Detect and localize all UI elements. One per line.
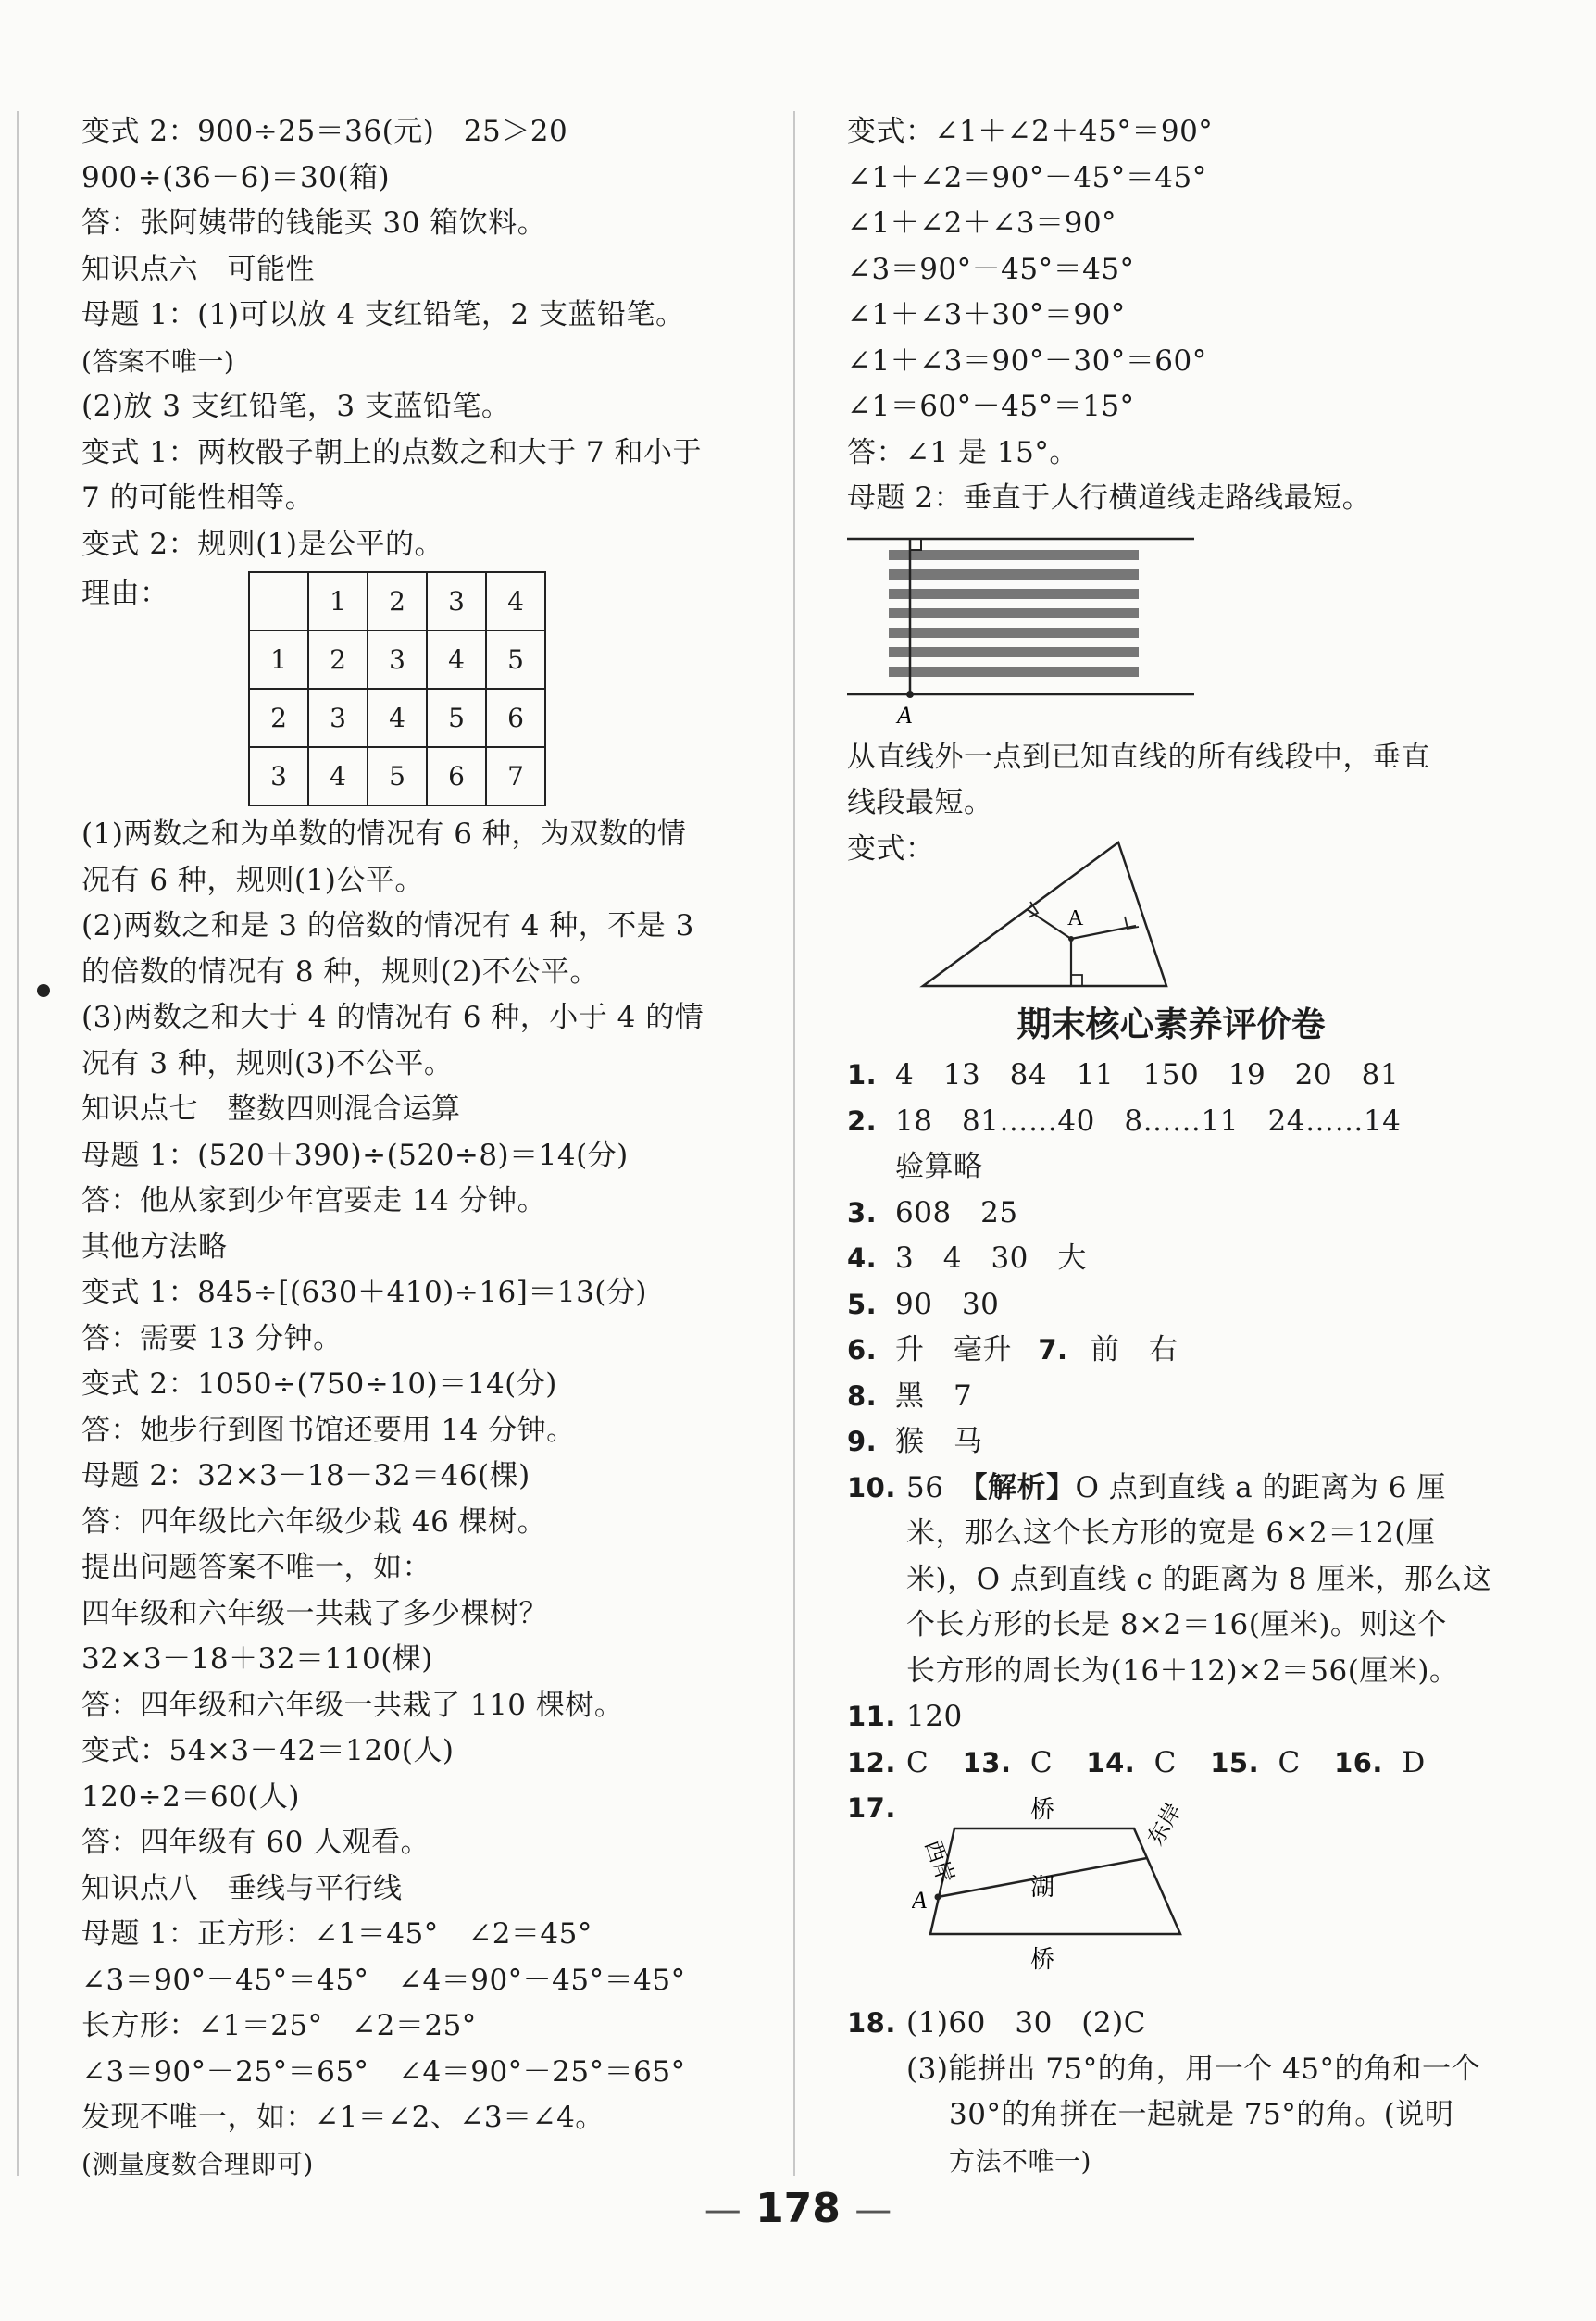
answer-line: 米)，O 点到直线 c 的距离为 8 厘米，那么这: [906, 1562, 1492, 1596]
answer-line: [847, 1191, 1495, 1237]
table-cell: 5: [486, 630, 545, 689]
text-line: 变式：: [847, 831, 935, 866]
text-line: 120÷2＝60(人): [81, 1779, 301, 1814]
analysis-tag: 【解析】: [972, 1470, 1076, 1504]
text-line: ∠1＝60°－45°＝15°: [847, 390, 1135, 423]
column-divider-left: [17, 111, 19, 2176]
text-line: ∠3＝90°－45°＝45° ∠4＝90°－45°＝45°: [81, 1963, 686, 1997]
question-number: 5.: [847, 1288, 878, 1320]
answer-text: 4 13 84 11 150 19 20 81: [895, 1058, 1400, 1092]
lake-figure: [912, 1786, 1245, 2001]
table-cell: 6: [427, 747, 486, 805]
lake-label: 湖: [1030, 1874, 1055, 1902]
answer-line: [847, 1741, 1495, 1787]
answer-text: 前 右: [1090, 1333, 1178, 1366]
answer-line: 个长方形的长是 8×2＝16(厘米)。则这个: [906, 1608, 1447, 1641]
section-heading: 知识点八 垂线与平行线: [81, 1871, 403, 1905]
answer-line: [847, 1374, 1495, 1420]
east-bank-label: 东岸: [1141, 1798, 1188, 1850]
text-line: ∠1＋∠2＝90°－45°＝45°: [847, 160, 1207, 194]
answer-line: 长方形的周长为(16＋12)×2＝56(厘米)。: [906, 1653, 1459, 1688]
table-cell: 4: [368, 689, 427, 747]
triangle-figure: [847, 835, 1495, 997]
answer-line: [847, 1328, 1495, 1374]
question-number: 6.: [847, 1334, 878, 1366]
table-cell: 2: [249, 689, 308, 747]
text-line: ∠1＋∠2＋∠3＝90°: [847, 206, 1117, 240]
answer-line: 方法不唯一): [949, 2145, 1091, 2177]
table-row: [249, 747, 545, 805]
answer-line: [847, 1466, 1495, 1512]
point-a-label: A: [897, 701, 912, 729]
text-line: 答：四年级有 60 人观看。: [81, 1826, 430, 1859]
table-cell: 3: [427, 572, 486, 630]
point-a-label: A: [1067, 906, 1084, 930]
text-line: 32×3－18＋32＝110(棵): [81, 1642, 433, 1676]
text-line: 答：∠1 是 15°。: [847, 435, 1079, 469]
text-line: 变式：54×3－42＝120(人): [81, 1734, 455, 1767]
answer-line: [847, 2001, 1495, 2047]
text-line: (答案不唯一): [81, 345, 235, 377]
table-cell: 3: [249, 747, 308, 805]
table-row: [249, 689, 545, 747]
answer-line: [847, 1053, 1495, 1099]
table-row: [249, 572, 545, 630]
question-number: 10.: [847, 1471, 896, 1504]
text-line: 四年级和六年级一共栽了多少棵树？: [81, 1596, 548, 1630]
answer-line: 米，那么这个长方形的宽是 6×2＝12(厘: [906, 1516, 1436, 1550]
text-line: 变式 2：900÷25＝36(元) 25＞20: [81, 115, 568, 148]
text-line: 母题 1：正方形：∠1＝45° ∠2＝45°: [81, 1917, 592, 1951]
answer-text: 升 毫升: [895, 1333, 1012, 1366]
answer-text: 3 4 30 大: [895, 1242, 1087, 1275]
question-number: 15.: [1210, 1746, 1260, 1778]
answer-text: C: [1029, 1745, 1054, 1779]
text-line: 答：张阿姨带的钱能买 30 箱饮料。: [81, 206, 547, 240]
question-number: 8.: [847, 1379, 878, 1412]
answer-text: 90 30: [895, 1287, 1000, 1321]
answer-line: (3)能拼出 75°的角，用一个 45°的角和一个: [906, 2052, 1481, 2086]
table-cell: [249, 572, 308, 630]
exam-title: 期末核心素养评价卷: [1016, 1005, 1326, 1044]
answer-text: 608 25: [895, 1195, 1018, 1229]
table-cell: 6: [486, 689, 545, 747]
question-number: 16.: [1334, 1746, 1383, 1778]
point-a-label: A: [912, 1887, 927, 1914]
answer-text: C: [906, 1745, 929, 1779]
table-cell: 5: [368, 747, 427, 805]
text-line: ∠3＝90°－25°＝65° ∠4＝90°－25°＝65°: [81, 2054, 686, 2089]
column-divider-center: [793, 111, 795, 2176]
text-line: 变式：∠1＋∠2＋45°＝90°: [847, 115, 1214, 148]
text-line: 理由：: [81, 577, 169, 610]
text-line: 变式 2：规则(1)是公平的。: [81, 527, 443, 561]
text-line: 变式 1：两枚骰子朝上的点数之和大于 7 和小于: [81, 435, 703, 469]
answer-line: 验算略: [895, 1150, 983, 1183]
table-cell: 4: [486, 572, 545, 630]
crosswalk-figure: [847, 522, 1495, 735]
text-line: 长方形：∠1＝25° ∠2＝25°: [81, 2009, 477, 2042]
table-cell: 7: [486, 747, 545, 805]
answer-line: [847, 1282, 1495, 1329]
table-cell: 5: [427, 689, 486, 747]
page-number: [0, 2185, 1596, 2232]
table-cell: 2: [368, 572, 427, 630]
text-line: 线段最短。: [847, 786, 993, 819]
right-column: [847, 109, 1495, 2184]
text-line: (2)放 3 支红铅笔，3 支蓝铅笔。: [81, 390, 511, 423]
page-number-dash: —: [854, 2189, 892, 2231]
table-cell: 1: [249, 630, 308, 689]
question-number: 12.: [847, 1746, 896, 1778]
question-number: 9.: [847, 1426, 878, 1457]
bridge-top-label: 桥: [1030, 1796, 1055, 1824]
answer-line: [847, 1099, 1495, 1145]
text-line: ∠3＝90°－45°＝45°: [847, 252, 1135, 286]
text-line: 答：四年级和六年级一共栽了 110 棵树。: [81, 1688, 624, 1722]
text-line: 7 的可能性相等。: [81, 481, 315, 515]
section-heading: 知识点六 可能性: [81, 252, 315, 286]
answer-text: O 点到直线 a 的距离为 6 厘: [1075, 1470, 1446, 1504]
answer-text: 18 81……40 8……11 24……14: [895, 1104, 1402, 1138]
table-cell: 2: [308, 630, 368, 689]
text-line: 的倍数的情况有 8 种，规则(2)不公平。: [81, 955, 599, 989]
answer-text: (1)60 30 (2)C: [906, 2006, 1146, 2040]
table-cell: 4: [308, 747, 368, 805]
text-line: 况有 6 种，规则(1)公平。: [81, 863, 424, 897]
question-number: 4.: [847, 1242, 878, 1274]
text-line: 答：需要 13 分钟。: [81, 1321, 343, 1355]
page-number-value: 178: [755, 2185, 841, 2232]
table-cell: 4: [427, 630, 486, 689]
left-column: [81, 109, 748, 2187]
text-line: (1)两数之和为单数的情况有 6 种，为双数的情: [81, 817, 687, 851]
question-number: 18.: [847, 2007, 896, 2039]
question-number: 2.: [847, 1104, 878, 1137]
margin-dot: [37, 984, 50, 997]
table-cell: 3: [308, 689, 368, 747]
text-line: (2)两数之和是 3 的倍数的情况有 4 种，不是 3: [81, 909, 694, 942]
text-line: 母题 1：(1)可以放 4 支红铅笔，2 支蓝铅笔。: [81, 298, 685, 331]
text-line: 变式 1：845÷[(630＋410)÷16]＝13(分): [81, 1276, 647, 1309]
dice-sum-table: [248, 571, 546, 806]
answer-line: [847, 1236, 1495, 1282]
question-number: 14.: [1086, 1746, 1136, 1778]
answer-text: 120: [906, 1700, 963, 1733]
answer-text: C: [1153, 1745, 1177, 1779]
text-line: 母题 2：垂直于人行横道线走路线最短。: [847, 481, 1372, 515]
bridge-bottom-label: 桥: [1030, 1946, 1055, 1974]
answer-line: [847, 1419, 1495, 1466]
text-line: 变式 2：1050÷(750÷10)＝14(分): [81, 1367, 557, 1401]
text-line: 从直线外一点到已知直线的所有线段中，垂直: [847, 740, 1430, 774]
text-line: (测量度数合理即可): [81, 2148, 314, 2179]
text-line: 900÷(36－6)＝30(箱): [81, 160, 391, 194]
answer-line: [847, 1786, 906, 1832]
q17-block: [847, 1786, 1495, 2001]
text-line: 提出问题答案不唯一，如：: [81, 1551, 431, 1584]
answer-text: 56: [906, 1470, 973, 1504]
question-number: 11.: [847, 1701, 896, 1732]
section-heading: 知识点七 整数四则混合运算: [81, 1092, 461, 1126]
question-number: 13.: [962, 1746, 1012, 1778]
text-line: ∠1＋∠3＋30°＝90°: [847, 298, 1126, 331]
table-cell: 1: [308, 572, 368, 630]
west-bank-label: 西岸: [919, 1836, 960, 1888]
table-cell: 3: [368, 630, 427, 689]
text-line: 母题 1：(520＋390)÷(520÷8)＝14(分): [81, 1138, 629, 1172]
question-number: 1.: [847, 1059, 878, 1091]
answer-line: [847, 1694, 1495, 1741]
answer-line: 30°的角拼在一起就是 75°的角。(说明: [949, 2098, 1454, 2131]
text-line: 发现不唯一，如：∠1＝∠2、∠3＝∠4。: [81, 2101, 605, 2134]
question-number: 17.: [847, 1792, 896, 1824]
table-row: [249, 630, 545, 689]
question-number: 3.: [847, 1196, 878, 1229]
answer-text: 猴 马: [895, 1425, 983, 1458]
text-line: ∠1＋∠3＝90°－30°＝60°: [847, 343, 1207, 378]
text-line: 答：他从家到少年宫要走 14 分钟。: [81, 1184, 547, 1217]
text-line: 答：她步行到图书馆还要用 14 分钟。: [81, 1413, 576, 1447]
reason-block: [81, 571, 748, 812]
text-line: 其他方法略: [81, 1229, 228, 1264]
text-line: 母题 2：32×3－18－32＝46(棵): [81, 1459, 530, 1492]
answer-text: D: [1402, 1745, 1426, 1779]
text-line: 答：四年级比六年级少栽 46 棵树。: [81, 1504, 547, 1539]
question-number: 7.: [1038, 1334, 1068, 1366]
text-line: (3)两数之和大于 4 的情况有 6 种，小于 4 的情: [81, 1001, 704, 1034]
answer-text: C: [1278, 1745, 1301, 1779]
page-number-dash: —: [704, 2189, 742, 2231]
text-line: 况有 3 种，规则(3)不公平。: [81, 1046, 454, 1080]
answer-text: 黑 7: [895, 1379, 973, 1413]
